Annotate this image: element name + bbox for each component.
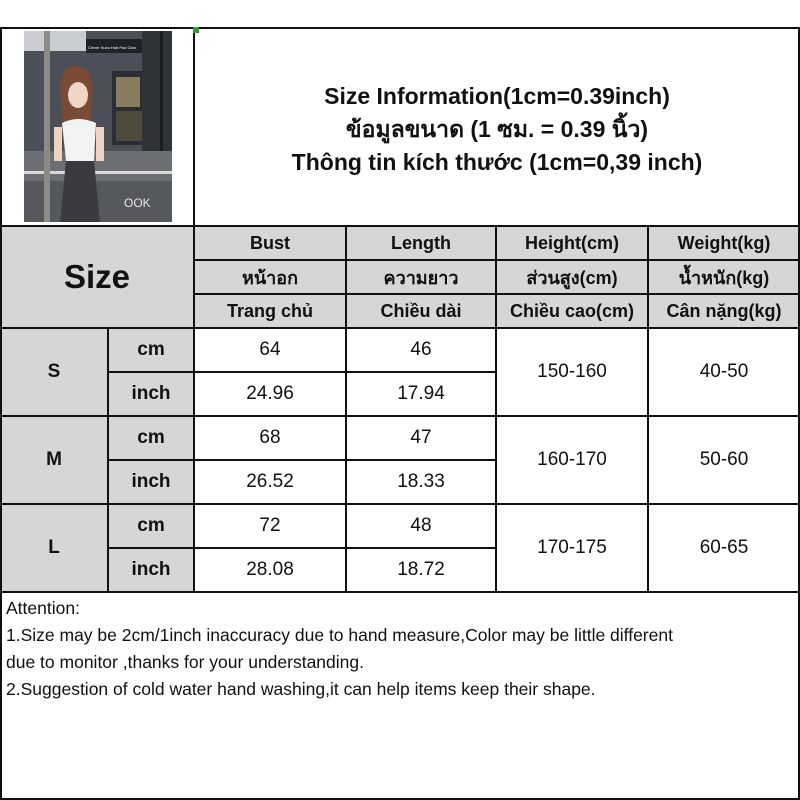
size-s-label: S xyxy=(47,361,61,382)
attention-line-3: 2.Suggestion of cold water hand washing,it can help items keep their shape. xyxy=(6,679,596,699)
size-header: Size xyxy=(63,258,131,295)
size-m-length-cm: 47 xyxy=(410,427,432,448)
size-l-cm-label: cm xyxy=(137,515,165,536)
size-s-inch-label: inch xyxy=(131,383,171,404)
corner-marker xyxy=(193,27,199,33)
height-header-vi: Chiều cao(cm) xyxy=(509,300,635,321)
grid-line xyxy=(193,27,195,592)
title-thai: ข้อมูลขนาด (1 ซม. = 0.39 นิ้ว) xyxy=(345,115,649,142)
product-photo xyxy=(24,31,172,222)
attention-heading: Attention: xyxy=(6,598,80,618)
grid-line xyxy=(108,547,496,549)
model-photo-illustration xyxy=(24,31,172,222)
grid-line xyxy=(107,327,109,592)
title-english: Size Information(1cm=0.39inch) xyxy=(324,82,670,109)
size-m-bust-inch: 26.52 xyxy=(246,471,294,492)
height-header-th: ส่วนสูง(cm) xyxy=(526,267,618,288)
size-m-bust-cm: 68 xyxy=(259,427,281,448)
size-m-inch-label: inch xyxy=(131,471,171,492)
attention-notes xyxy=(6,595,796,703)
weight-header-vi: Cân nặng(kg) xyxy=(666,300,782,321)
size-m-weight: 50-60 xyxy=(699,449,749,470)
grid-line xyxy=(108,371,496,373)
attention-line-2: due to monitor ,thanks for your understanding. xyxy=(6,652,364,672)
size-m-height: 160-170 xyxy=(537,449,607,470)
size-s-length-inch: 17.94 xyxy=(397,383,445,404)
size-l-height: 170-175 xyxy=(537,537,607,558)
grid-line xyxy=(0,798,800,800)
title-block xyxy=(194,28,800,226)
size-s-cm-label: cm xyxy=(137,339,165,360)
grid-line xyxy=(194,293,800,295)
grid-line xyxy=(0,327,800,329)
grid-line xyxy=(345,225,347,592)
size-s-length-cm: 46 xyxy=(410,339,432,360)
size-m-cm-label: cm xyxy=(137,427,165,448)
size-l-bust-inch: 28.08 xyxy=(246,559,294,580)
size-l-label: L xyxy=(48,537,60,558)
size-m-label: M xyxy=(46,449,62,470)
grid-line xyxy=(495,225,497,592)
grid-line xyxy=(0,225,800,227)
bust-header-en: Bust xyxy=(250,232,290,253)
bust-header-th: หน้าอก xyxy=(242,267,298,288)
size-l-length-inch: 18.72 xyxy=(397,559,445,580)
grid-line xyxy=(0,591,800,593)
grid-line xyxy=(0,503,800,505)
grid-line xyxy=(0,27,2,799)
weight-header-th: น้ำหนัก(kg) xyxy=(678,267,770,288)
size-m-length-inch: 18.33 xyxy=(397,471,445,492)
grid-line xyxy=(194,259,800,261)
size-l-inch-label: inch xyxy=(131,559,171,580)
grid-line xyxy=(0,27,800,29)
size-s-weight: 40-50 xyxy=(699,361,749,382)
attention-line-1: 1.Size may be 2cm/1inch inaccuracy due to hand measure,Color may be little different xyxy=(6,625,673,645)
bust-header-vi: Trang chủ xyxy=(226,300,313,321)
size-s-bust-inch: 24.96 xyxy=(246,383,294,404)
size-l-weight: 60-65 xyxy=(699,537,749,558)
height-header-en: Height(cm) xyxy=(525,232,619,253)
weight-header-en: Weight(kg) xyxy=(677,232,771,253)
grid-line xyxy=(0,415,800,417)
size-s-height: 150-160 xyxy=(537,361,607,382)
length-header-en: Length xyxy=(391,232,451,253)
grid-line xyxy=(798,27,800,799)
title-vietnamese: Thông tin kích thước (1cm=0,39 inch) xyxy=(291,148,703,175)
grid-line xyxy=(647,225,649,592)
pavement-text: OOK xyxy=(124,196,151,210)
grid-line xyxy=(108,459,496,461)
size-l-length-cm: 48 xyxy=(410,515,432,536)
size-s-bust-cm: 64 xyxy=(259,339,281,360)
size-l-bust-cm: 72 xyxy=(259,515,281,536)
storefront-sign-text: Clever Suzu Hair Pad Clan xyxy=(88,45,136,50)
length-header-th: ความยาว xyxy=(383,267,459,288)
length-header-vi: Chiều dài xyxy=(380,300,462,321)
